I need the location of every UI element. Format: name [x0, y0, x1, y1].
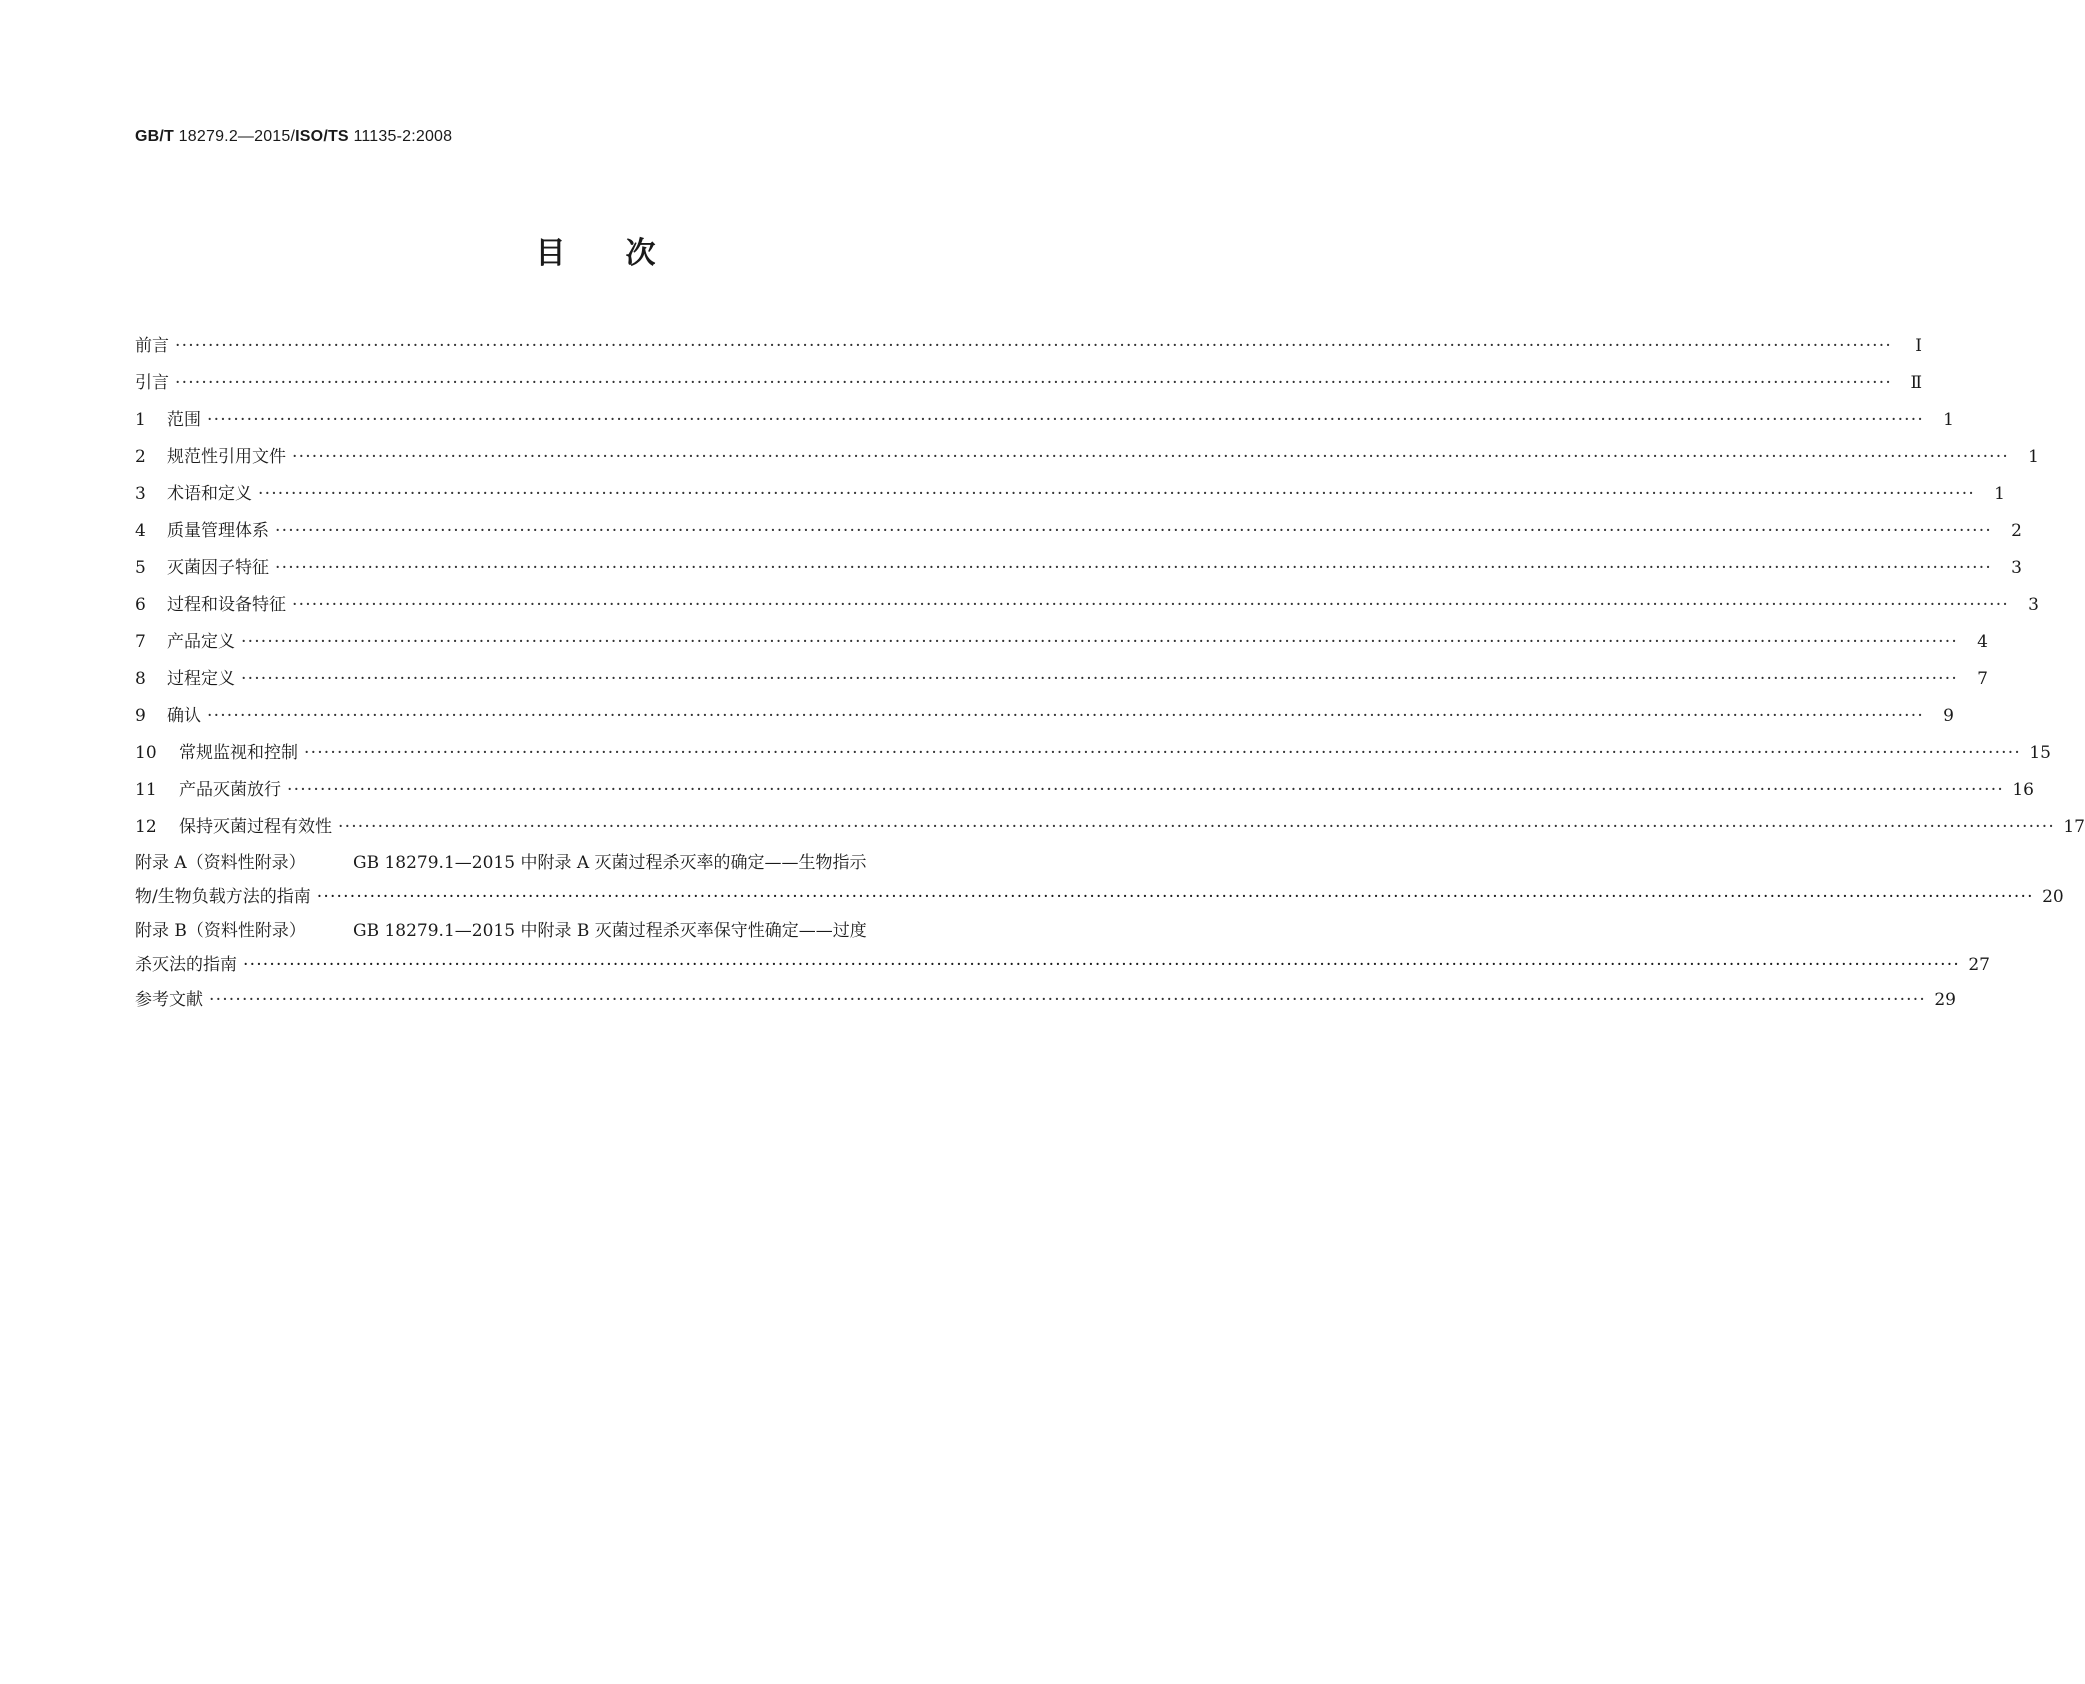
- toc-leader-dots: ····································································································································································································································································: [175, 336, 1892, 356]
- toc-leader-dots: ····································································································································································································································································: [207, 410, 1924, 430]
- toc-page-number: 2: [2011, 521, 2022, 541]
- toc-entry[interactable]: [135, 624, 1988, 661]
- toc-page-number: 1: [1994, 484, 2005, 504]
- annex-title-line2: 物/生物负载方法的指南: [135, 887, 311, 907]
- toc-entry[interactable]: [135, 772, 2034, 809]
- toc-entry-label: 常规监视和控制: [179, 743, 298, 763]
- standard-code-header: [135, 128, 452, 146]
- toc-entry-label: 参考文献: [135, 990, 203, 1010]
- toc-page-number: 15: [2029, 743, 2051, 763]
- annex-title-line1: GB 18279.1—2015 中附录 B 灭菌过程杀灭率保守性确定——过度: [353, 921, 867, 941]
- toc-leader-dots: ····································································································································································································································································: [209, 990, 1926, 1010]
- toc-entry-number: 1: [135, 410, 146, 430]
- annex-title-line2: 杀灭法的指南: [135, 955, 237, 975]
- toc-entry[interactable]: [135, 698, 1954, 735]
- toc-entry-number: 7: [135, 632, 146, 652]
- toc-entry-label: 前言: [135, 336, 169, 356]
- toc-entry-label: 保持灭菌过程有效性: [179, 817, 332, 837]
- toc-entry-label: 规范性引用文件: [167, 447, 286, 467]
- toc-entry-number: 10: [135, 743, 157, 763]
- toc-leader-dots: ····································································································································································································································································: [241, 669, 1958, 689]
- standard-code-number: 18279.2—2015/: [174, 128, 296, 145]
- iso-code-number: 11135-2:2008: [348, 128, 453, 145]
- toc-entry[interactable]: [135, 439, 2039, 476]
- toc-leader-dots: ····································································································································································································································································: [292, 595, 2009, 615]
- toc-leader-dots: ····································································································································································································································································: [292, 447, 2009, 467]
- toc-page-number: 3: [2028, 595, 2039, 615]
- toc-page-number: Ⅰ: [1915, 336, 1922, 356]
- toc-entry-number: 12: [135, 817, 157, 837]
- toc-entry[interactable]: [135, 587, 2039, 624]
- toc-page-number: 4: [1977, 632, 1988, 652]
- toc-leader-dots: ····································································································································································································································································: [338, 817, 2055, 837]
- toc-leader-dots: ····································································································································································································································································: [287, 780, 2004, 800]
- iso-code-prefix: ISO/TS: [295, 128, 349, 145]
- toc-entry-number: 8: [135, 669, 146, 689]
- toc-entry[interactable]: [135, 513, 2022, 550]
- table-of-contents: [135, 328, 2085, 1019]
- toc-leader-dots: ····································································································································································································································································: [275, 558, 1992, 578]
- toc-entry-label: 产品灭菌放行: [179, 780, 281, 800]
- toc-entry-number: 9: [135, 706, 146, 726]
- toc-entry-number: 5: [135, 558, 146, 578]
- toc-entry[interactable]: [135, 735, 2051, 772]
- toc-page-number: 9: [1943, 706, 1954, 726]
- toc-entry[interactable]: [135, 328, 1922, 365]
- toc-entry[interactable]: [135, 550, 2022, 587]
- toc-entry-number: 6: [135, 595, 146, 615]
- toc-entry-number: 3: [135, 484, 146, 504]
- annex-title-line1: GB 18279.1—2015 中附录 A 灭菌过程杀灭率的确定——生物指示: [353, 853, 867, 873]
- standard-code-prefix: GB/T: [135, 128, 175, 145]
- toc-page-number: 16: [2012, 780, 2034, 800]
- toc-entry[interactable]: [135, 982, 1956, 1019]
- toc-entry-label: 确认: [167, 706, 201, 726]
- toc-page-number: 27: [1968, 955, 1990, 975]
- toc-entry-label: 灭菌因子特征: [167, 558, 269, 578]
- toc-entry[interactable]: [135, 402, 1954, 439]
- toc-annex-entry[interactable]: [135, 914, 1990, 982]
- toc-entry-label: 过程定义: [167, 669, 235, 689]
- toc-leader-dots: ····································································································································································································································································: [304, 743, 2021, 763]
- toc-entry-label: 质量管理体系: [167, 521, 269, 541]
- toc-leader-dots: ····································································································································································································································································: [258, 484, 1975, 504]
- toc-entry-number: 11: [135, 780, 157, 800]
- toc-page-number: Ⅱ: [1910, 373, 1922, 393]
- toc-leader-dots: ····································································································································································································································································: [316, 887, 2034, 907]
- toc-entry[interactable]: [135, 476, 2005, 513]
- toc-annex-entry[interactable]: [135, 846, 2064, 914]
- toc-entry-label: 引言: [135, 373, 169, 393]
- toc-entry[interactable]: [135, 809, 2085, 846]
- toc-page-number: 20: [2042, 887, 2064, 907]
- toc-entry-label: 术语和定义: [167, 484, 252, 504]
- annex-prefix: 附录 A（资料性附录）: [135, 853, 306, 873]
- toc-page-number: 7: [1977, 669, 1988, 689]
- toc-leader-dots: ····································································································································································································································································: [175, 373, 1892, 393]
- toc-leader-dots: ····································································································································································································································································: [207, 706, 1924, 726]
- toc-leader-dots: ····································································································································································································································································: [241, 632, 1958, 652]
- toc-entry-label: 过程和设备特征: [167, 595, 286, 615]
- toc-entry-number: 4: [135, 521, 146, 541]
- toc-entry[interactable]: [135, 365, 1922, 402]
- toc-entry-number: 2: [135, 447, 146, 467]
- toc-entry[interactable]: [135, 661, 1988, 698]
- toc-page-number: 1: [2028, 447, 2039, 467]
- toc-page-number: 29: [1934, 990, 1956, 1010]
- toc-page-number: 3: [2011, 558, 2022, 578]
- toc-page-number: 1: [1943, 410, 1954, 430]
- toc-page-number: 17: [2063, 817, 2085, 837]
- toc-leader-dots: ····································································································································································································································································: [275, 521, 1992, 541]
- page-title: 目次: [535, 236, 716, 271]
- toc-entry-label: 范围: [167, 410, 201, 430]
- toc-entry-label: 产品定义: [167, 632, 235, 652]
- annex-prefix: 附录 B（资料性附录）: [135, 921, 306, 941]
- toc-leader-dots: ····································································································································································································································································: [243, 955, 1960, 975]
